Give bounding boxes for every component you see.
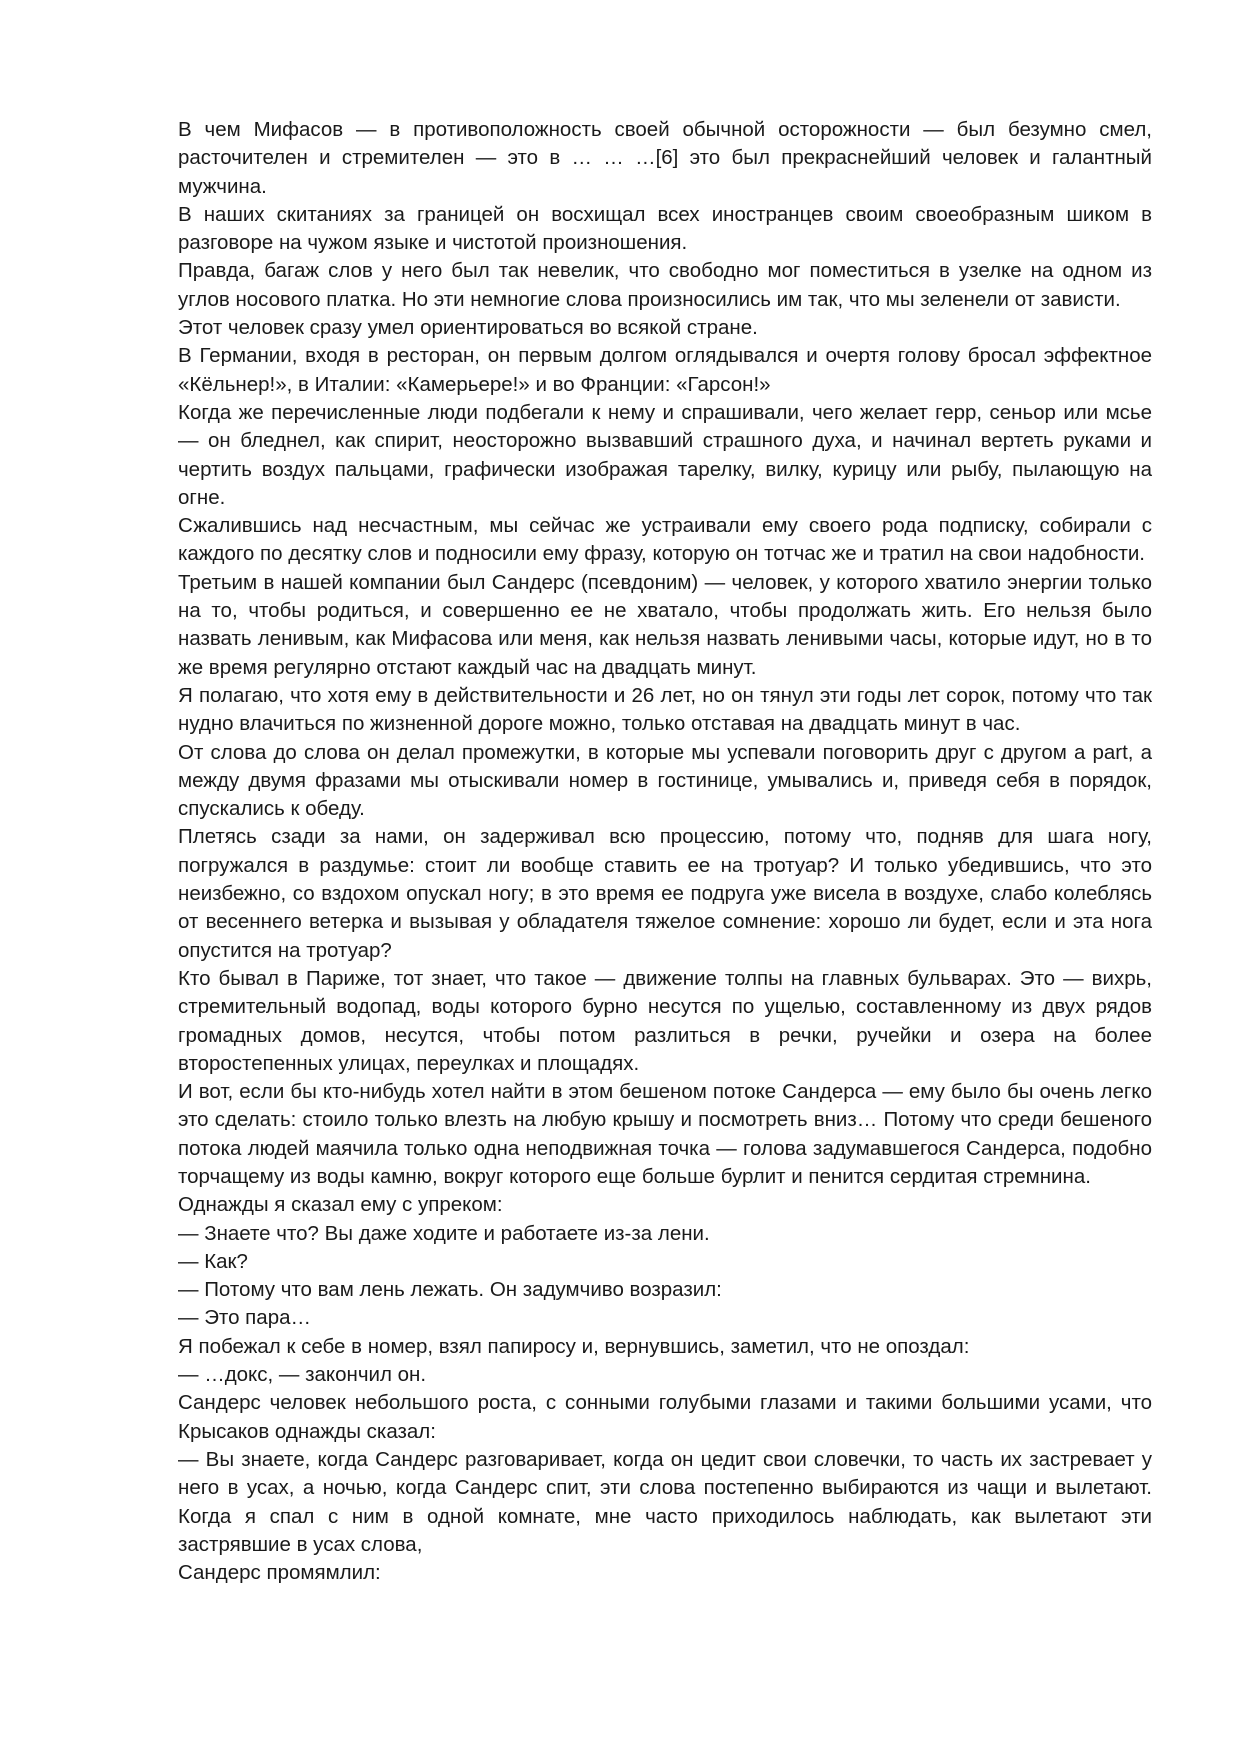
paragraph-2: В наших скитаниях за границей он восхищал всех иностранцев своим своеобразным шиком в разговоре на чужом языке и чистотой произношения. [178,202,1152,255]
paragraph-17: Сандерс промямлил: [178,1561,381,1585]
dialogue-line-5: — …докс, — закончил он. [178,1363,427,1387]
paragraph-9: Я полагаю, что хотя ему в действительности и 26 лет, но он тянул эти годы лет сорок, потому что так нудно влачиться по жизненной дороге можно, только отставая на двадцать минут в час. [178,683,1152,736]
dialogue-line-4: — Это пара… [178,1306,311,1330]
dialogue-line-6: — Вы знаете, когда Сандерс разговаривает, когда он цедит свои словечки, то часть их застревает у него в усах, а ночью, когда Сандерс спит, эти слова постепенно выбираются из чащи и вылетают. Когда я спал с ним в одной комнате, мне часто приходилось наблюдать, как вылетают эти застрявшие в усах слова, [178,1447,1152,1556]
dialogue-line-3: — Потому что вам лень лежать. Он задумчиво возразил: [178,1278,722,1302]
paragraph-12: Кто бывал в Париже, тот знает, что такое — движение толпы на главных бульварах. Это — вихрь, стремительный водопад, воды которого бурно несутся по ущелью, составленному из двух рядов громадных домов, несутся, чтобы потом разлиться в речки, ручейки и озера на более второстепенных улицах, переулках и площадях. [178,966,1152,1075]
paragraph-4: Этот человек сразу умел ориентироваться во всякой стране. [178,316,758,340]
paragraph-3: Правда, багаж слов у него был так невелик, что свободно мог поместиться в узелке на одном из углов носового платка. Но эти немногие слова произносились им так, что мы зеленели от зависти. [178,259,1152,311]
paragraph-10: От слова до слова он делал промежутки, в которые мы успевали поговорить друг с другом a part, а между двумя фразами мы отыскивали номер в гостинице, умывались и, приведя себя в порядок, спускались к обеду. [178,740,1152,821]
paragraph-11: Плетясь сзади за нами, он задерживал всю процессию, потому что, подняв для шага ногу, погружался в раздумье: стоит ли вообще ставить ее на тротуар? И только убедившись, что это неизбежно, со вздохом опускал ногу; в это время ее подруга уже висела в воздухе, слабо колеблясь от весеннего ветерка и вызывая у обладателя тяжелое сомнение: хорошо ли будет, если и эта нога опустится на тротуар? [178,825,1152,962]
paragraph-8: Третьим в нашей компании был Сандерс (псевдоним) — человек, у которого хватило энергии только на то, чтобы родиться, и совершенно ее не хватало, чтобы продолжать жить. Его нельзя было назвать ленивым, как Мифасова или меня, как нельзя назвать ленивыми часы, которые идут, но в то же время регулярно отстают каждый час на двадцать минут. [178,570,1152,679]
paragraph-13: И вот, если бы кто-нибудь хотел найти в этом бешеном потоке Сандерса — ему было бы очень легко это сделать: стоило только влезть на любую крышу и посмотреть вниз… Потому что среди бешеного потока людей маячила только одна неподвижная точка — голова задумавшегося Сандерса, подобно торчащему из воды камню, вокруг которого еще больше бурлит и пенится сердитая стремнина. [178,1080,1152,1188]
paragraph-16: Сандерс человек небольшого роста, с сонными голубыми глазами и такими большими усами, что Крысаков однажды сказал: [178,1391,1152,1443]
document-page [178,116,1152,1587]
paragraph-14: Однажды я сказал ему с упреком: [178,1193,503,1217]
paragraph-15: Я побежал к себе в номер, взял папиросу и, вернувшись, заметил, что не опоздал: [178,1334,970,1358]
paragraph-7: Сжалившись над несчастным, мы сейчас же устраивали ему своего рода подписку, собирали с каждого по десятку слов и подносили ему фразу, которую он тотчас же и тратил на свои надобности. [178,514,1152,566]
paragraph-1: В чем Мифасов — в противоположность своей обычной осторожности — был безумно смел, расточителен и стремителен — это в … … …[6] это был прекраснейший человек и галантный мужчина. [178,118,1152,198]
paragraph-6: Когда же перечисленные люди подбегали к нему и спрашивали, чего желает герр, сеньор или мсье — он бледнел, как спирит, неосторожно вызвавший страшного духа, и начинал вертеть руками и чертить воздух пальцами, графически изображая тарелку, вилку, курицу или рыбу, пылающую на огне. [178,400,1152,509]
dialogue-line-1: — Знаете что? Вы даже ходите и работаете из-за лени. [178,1221,710,1245]
dialogue-line-2: — Как? [178,1249,248,1273]
paragraph-5: В Германии, входя в ресторан, он первым долгом оглядывался и очертя голову бросал эффектное «Кёльнер!», в Италии: «Камерьере!» и во Франции: «Гарсон!» [178,344,1152,396]
